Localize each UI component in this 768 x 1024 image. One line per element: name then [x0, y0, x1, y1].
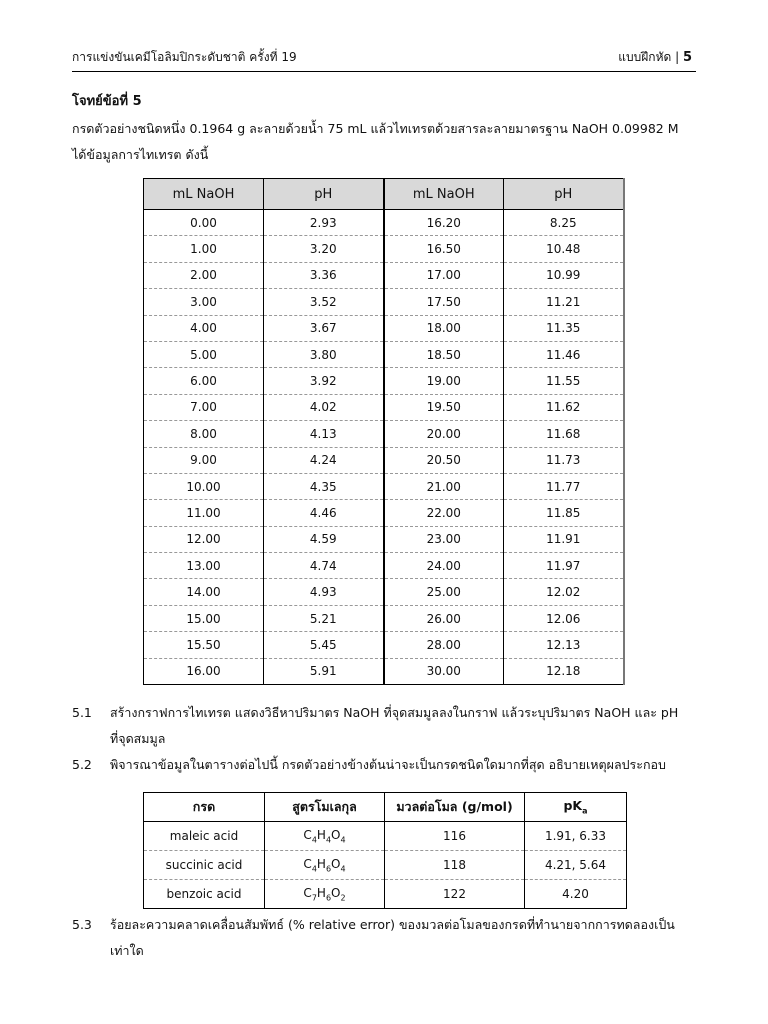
- cell-ph: 12.02: [504, 579, 624, 605]
- titration-table: [143, 178, 625, 685]
- table-row: [144, 822, 627, 851]
- cell-ml-naoh: 1.00: [144, 236, 264, 262]
- table-row: [144, 210, 624, 236]
- cell-ml-naoh: 6.00: [144, 368, 264, 394]
- cell-ph: 5.21: [264, 605, 384, 631]
- cell-ml-naoh: 17.00: [384, 262, 504, 288]
- cell-ph: 4.74: [264, 553, 384, 579]
- table-row: [144, 500, 624, 526]
- table-row: [144, 262, 624, 288]
- cell-ph: 3.80: [264, 341, 384, 367]
- cell-ml-naoh: 19.00: [384, 368, 504, 394]
- cell-ph: 3.92: [264, 368, 384, 394]
- cell-ml-naoh: 16.00: [144, 658, 264, 684]
- cell-ml-naoh: 7.00: [144, 394, 264, 420]
- cell-ph: 10.99: [504, 262, 624, 288]
- cell-ph: 11.68: [504, 421, 624, 447]
- cell-ml-naoh: 15.00: [144, 605, 264, 631]
- table-row: [144, 579, 624, 605]
- table-row: [144, 605, 624, 631]
- cell-ml-naoh: 20.00: [384, 421, 504, 447]
- cell-ml-naoh: 22.00: [384, 500, 504, 526]
- cell-ml-naoh: 18.50: [384, 341, 504, 367]
- table-row: [144, 851, 627, 880]
- page-number: 5: [682, 50, 692, 65]
- cell-ml-naoh: 25.00: [384, 579, 504, 605]
- pk-subscript: a: [582, 806, 588, 816]
- cell-ph: 4.46: [264, 500, 384, 526]
- acid-table: [143, 792, 627, 909]
- cell-ph: 11.35: [504, 315, 624, 341]
- cell-ph: 12.13: [504, 632, 624, 658]
- cell-ph: 11.55: [504, 368, 624, 394]
- cell-pka: 4.21, 5.64: [525, 851, 627, 880]
- item-text: [110, 912, 700, 964]
- item-text-line: สร้างกราฟการไทเทรต แสดงวิธีหาปริมาตร NaOH ที่จุดสมมูลลงในกราฟ แล้วระบุปริมาตร NaOH และ pH: [110, 705, 679, 720]
- cell-name: maleic acid: [144, 822, 265, 851]
- header-page-label: [618, 48, 692, 67]
- cell-ph: 4.24: [264, 447, 384, 473]
- table-row: [144, 473, 624, 499]
- cell-ph: 3.20: [264, 236, 384, 262]
- col-header-acid: กรด: [144, 793, 265, 822]
- table-row: [144, 289, 624, 315]
- table-row: [144, 880, 627, 909]
- col-header-ml-naoh-1: mL NaOH: [144, 179, 264, 210]
- cell-ph: 11.46: [504, 341, 624, 367]
- cell-ph: 11.91: [504, 526, 624, 552]
- cell-ml-naoh: 5.00: [144, 341, 264, 367]
- item-text: พิจารณาข้อมูลในตารางต่อไปนี้ กรดตัวอย่างข้างต้นน่าจะเป็นกรดชนิดใดมากที่สุด อธิบายเหตุผลประกอบ: [110, 757, 666, 772]
- table-row: [144, 236, 624, 262]
- cell-ph: 4.35: [264, 473, 384, 499]
- cell-ml-naoh: 3.00: [144, 289, 264, 315]
- cell-ml-naoh: 18.00: [384, 315, 504, 341]
- col-header-formula: สูตรโมเลกุล: [265, 793, 385, 822]
- col-header-pka: [525, 793, 627, 822]
- cell-formula: $C_7H_6O_2$: [265, 880, 385, 909]
- table-row: [144, 368, 624, 394]
- cell-ml-naoh: 20.50: [384, 447, 504, 473]
- cell-mass: 118: [385, 851, 525, 880]
- col-header-molar-mass: มวลต่อโมล (g/mol): [385, 793, 525, 822]
- item-number: 5.2: [72, 757, 92, 772]
- pk-label: pK: [563, 798, 583, 814]
- cell-ml-naoh: 21.00: [384, 473, 504, 499]
- cell-ml-naoh: 24.00: [384, 553, 504, 579]
- acid-header-row: [144, 793, 627, 822]
- cell-ph: 8.25: [504, 210, 624, 236]
- question-title: โจทย์ข้อที่ 5: [72, 94, 142, 109]
- item-text-line: เท่าใด: [110, 943, 144, 958]
- cell-ml-naoh: 15.50: [144, 632, 264, 658]
- table-row: [144, 394, 624, 420]
- cell-ml-naoh: 16.20: [384, 210, 504, 236]
- item-text: [110, 700, 700, 752]
- item-number: 5.1: [72, 705, 92, 720]
- col-header-ml-naoh-2: mL NaOH: [384, 179, 504, 210]
- table-row: [144, 447, 624, 473]
- cell-ph: 11.62: [504, 394, 624, 420]
- cell-mass: 122: [385, 880, 525, 909]
- cell-ph: 3.67: [264, 315, 384, 341]
- cell-name: succinic acid: [144, 851, 265, 880]
- cell-ph: 11.21: [504, 289, 624, 315]
- cell-ph: 4.02: [264, 394, 384, 420]
- cell-ph: 3.52: [264, 289, 384, 315]
- cell-ml-naoh: 17.50: [384, 289, 504, 315]
- table-row: [144, 632, 624, 658]
- cell-ph: 2.93: [264, 210, 384, 236]
- cell-ml-naoh: 12.00: [144, 526, 264, 552]
- cell-ph: 12.06: [504, 605, 624, 631]
- item-text-line: ร้อยละความคลาดเคลื่อนสัมพัทธ์ (% relative error) ของมวลต่อโมลของกรดที่ทำนายจากการทดลองเป็น: [110, 917, 675, 932]
- titration-body: [144, 210, 624, 685]
- cell-ml-naoh: 26.00: [384, 605, 504, 631]
- cell-pka: 1.91, 6.33: [525, 822, 627, 851]
- cell-ph: 4.93: [264, 579, 384, 605]
- header-competition-title: การแข่งขันเคมีโอลิมปิกระดับชาติ ครั้งที่ 19: [72, 50, 297, 64]
- table-row: [144, 658, 624, 684]
- cell-ml-naoh: 0.00: [144, 210, 264, 236]
- cell-ph: 11.85: [504, 500, 624, 526]
- item-number: 5.3: [72, 917, 92, 932]
- cell-ml-naoh: 30.00: [384, 658, 504, 684]
- cell-ml-naoh: 16.50: [384, 236, 504, 262]
- cell-ph: 11.97: [504, 553, 624, 579]
- cell-ml-naoh: 11.00: [144, 500, 264, 526]
- header-divider: [72, 71, 696, 72]
- item-text-line: ที่จุดสมมูล: [110, 731, 166, 746]
- cell-ml-naoh: 28.00: [384, 632, 504, 658]
- cell-mass: 116: [385, 822, 525, 851]
- cell-ml-naoh: 2.00: [144, 262, 264, 288]
- acid-body: [144, 822, 627, 909]
- cell-ml-naoh: 4.00: [144, 315, 264, 341]
- cell-ph: 5.45: [264, 632, 384, 658]
- cell-ph: 11.77: [504, 473, 624, 499]
- cell-pka: 4.20: [525, 880, 627, 909]
- col-header-ph-1: pH: [264, 179, 384, 210]
- intro-line-1: กรดตัวอย่างชนิดหนึ่ง 0.1964 g ละลายด้วยน้ำ 75 mL แล้วไทเทรตด้วยสารละลายมาตรฐาน NaOH 0.09982 M: [72, 121, 679, 136]
- question-intro: [72, 116, 702, 168]
- cell-ml-naoh: 14.00: [144, 579, 264, 605]
- cell-ph: 4.59: [264, 526, 384, 552]
- cell-ph: 3.36: [264, 262, 384, 288]
- col-header-ph-2: pH: [504, 179, 624, 210]
- cell-ml-naoh: 13.00: [144, 553, 264, 579]
- cell-ml-naoh: 8.00: [144, 421, 264, 447]
- cell-ml-naoh: 23.00: [384, 526, 504, 552]
- page-header: [72, 46, 696, 68]
- cell-ml-naoh: 10.00: [144, 473, 264, 499]
- table-row: [144, 421, 624, 447]
- header-section-label: แบบฝึกหัด |: [618, 50, 680, 64]
- cell-ml-naoh: 9.00: [144, 447, 264, 473]
- cell-ph: 4.13: [264, 421, 384, 447]
- table-row: [144, 526, 624, 552]
- cell-ph: 12.18: [504, 658, 624, 684]
- cell-ph: 11.73: [504, 447, 624, 473]
- titration-header-row: [144, 179, 624, 210]
- cell-ph: 10.48: [504, 236, 624, 262]
- table-row: [144, 341, 624, 367]
- cell-formula: $C_4H_6O_4$: [265, 851, 385, 880]
- table-row: [144, 315, 624, 341]
- cell-ph: 5.91: [264, 658, 384, 684]
- intro-line-2: ได้ข้อมูลการไทเทรต ดังนี้: [72, 147, 209, 162]
- table-row: [144, 553, 624, 579]
- cell-formula: $C_4H_4O_4$: [265, 822, 385, 851]
- cell-ml-naoh: 19.50: [384, 394, 504, 420]
- cell-name: benzoic acid: [144, 880, 265, 909]
